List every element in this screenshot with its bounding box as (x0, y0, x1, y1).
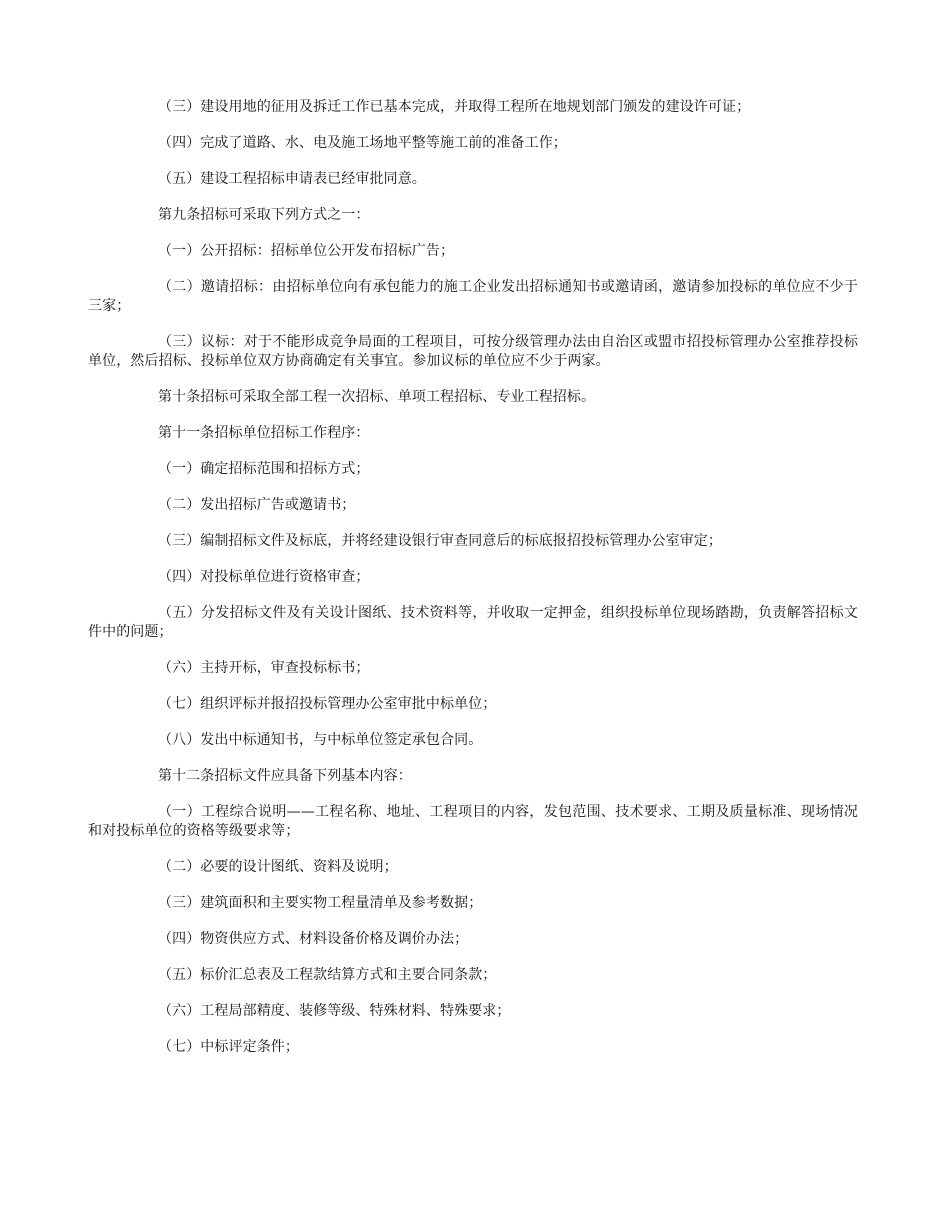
article-10: 第十条招标可采取全部工程一次招标、单项工程招标、专业工程招标。 (158, 389, 596, 405)
article-11-item-8: （八）发出中标通知书，与中标单位签定承包合同。 (158, 732, 483, 748)
article-12-item-6: （六）工程局部精度、装修等级、特殊材料、特殊要求； (158, 1003, 511, 1019)
paragraph-5-application-approved: （五）建设工程招标申请表已经审批同意。 (158, 171, 426, 187)
paragraph-4-site-preparation: （四）完成了道路、水、电及施工场地平整等施工前的准备工作； (158, 135, 567, 151)
article-11-heading: 第十一条招标单位招标工作程序： (158, 425, 370, 441)
article-9-item-2: （二）邀请招标：由招标单位向有承包能力的施工企业发出招标通知书或邀请函，邀请参加投标的单位应不少于三家； (88, 279, 858, 314)
article-12-item-2: （二）必要的设计图纸、资料及说明； (158, 859, 398, 875)
article-11-item-2: （二）发出招标广告或邀请书； (158, 497, 356, 513)
article-11-item-3: （三）编制招标文件及标底，并将经建设银行审查同意后的标底报招投标管理办公室审定； (158, 533, 722, 549)
article-12-item-3: （三）建筑面积和主要实物工程量清单及参考数据； (158, 895, 483, 911)
article-11-item-1: （一）确定招标范围和招标方式； (158, 461, 370, 477)
article-12-item-4: （四）物资供应方式、材料设备价格及调价办法； (158, 931, 469, 947)
article-11-item-6: （六）主持开标，审查投标标书； (158, 660, 370, 676)
article-12-item-5: （五）标价汇总表及工程款结算方式和主要合同条款； (158, 967, 497, 983)
article-12-heading: 第十二条招标文件应具备下列基本内容： (158, 768, 412, 784)
article-12-item-1: （一）工程综合说明——工程名称、地址、工程项目的内容，发包范围、技术要求、工期及质量标准、现场情况和对投标单位的资格等级要求等； (88, 804, 858, 839)
document-body (88, 98, 858, 1074)
article-9-heading: 第九条招标可采取下列方式之一： (158, 207, 370, 223)
article-11-item-5: （五）分发招标文件及有关设计图纸、技术资料等，并收取一定押金，组织投标单位现场踏勘，负责解答招标文件中的问题； (88, 605, 858, 640)
article-9-item-3: （三）议标：对于不能形成竞争局面的工程项目，可按分级管理办法由自治区或盟市招投标管理办公室推荐投标单位，然后招标、投标单位双方协商确定有关事宜。参加议标的单位应不少于两家。 (88, 334, 858, 369)
paragraph-3-land-acquisition: （三）建设用地的征用及拆迁工作已基本完成，并取得工程所在地规划部门颁发的建设许可证； (158, 99, 751, 115)
article-11-item-7: （七）组织评标并报招投标管理办公室审批中标单位； (158, 696, 497, 712)
article-9-item-1: （一）公开招标：招标单位公开发布招标广告； (158, 243, 455, 259)
article-12-item-7: （七）中标评定条件； (158, 1039, 299, 1055)
article-11-item-4: （四）对投标单位进行资格审查； (158, 569, 370, 585)
